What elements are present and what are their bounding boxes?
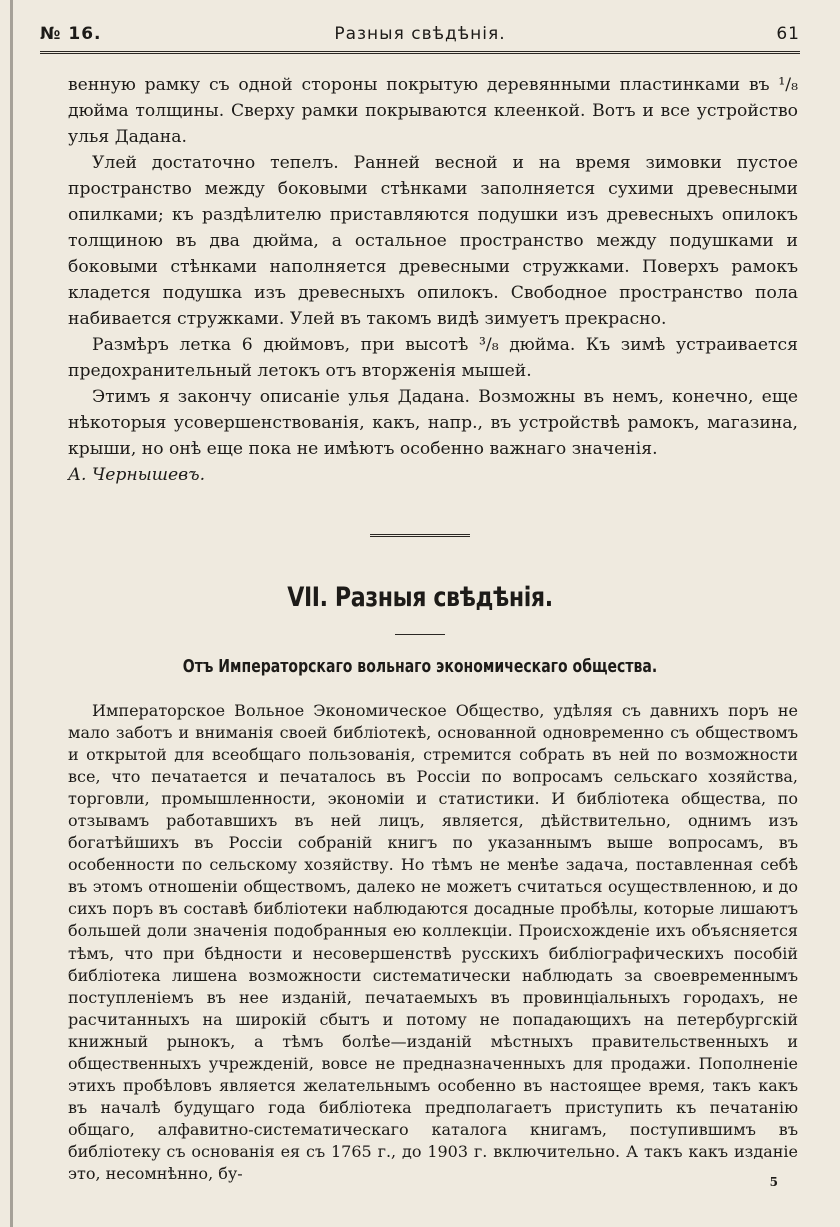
section-divider <box>370 534 470 537</box>
header-rule <box>40 51 800 54</box>
header-title: Разныя свѣдѣнія. <box>334 24 506 44</box>
author-signature: А. Чернышевъ. <box>68 465 206 485</box>
article-continuation <box>68 72 798 488</box>
paragraph: Императорское Вольное Экономическое Общество, удѣляя съ давнихъ поръ не мало заботъ и вниманія своей библіотекѣ, основанной одновременно съ обществомъ и открытой для всеобщаго пользованія, стремится собрать въ ней по возможности все, что печатается и печаталось въ Россіи по вопросамъ сельскаго хозяйства, торговли, промышленности, экономіи и статистики. И библіотека общества, по отзывамъ работавшихъ въ ней лицъ, является, дѣйствительно, однимъ изъ богатѣйшихъ въ Россіи собраній книгъ по указаннымъ выше вопросамъ, въ особенности по сельскому хозяйству. Но тѣмъ не менѣе задача, поставленная себѣ въ этомъ отношеніи обществомъ, далеко не можетъ считаться осуществленною, и до сихъ поръ въ составѣ библіотеки наблюдаются досадные пробѣлы, которые лишаютъ большей доли значенія подобранныя ею коллекціи. Происхожденіе ихъ объясняется тѣмъ, что при бѣдности и несовершенствѣ русскихъ библіографическихъ пособій библіотека лишена возможности систематически наблюдать за своевременнымъ поступленіемъ въ нее изданій, печатаемыхъ въ провинціальныхъ городахъ, не расчитанныхъ на широкій сбытъ и потому не попадающихъ на петербургскій книжный рынокъ, а тѣмъ болѣе—изданій мѣстныхъ правительственныхъ и общественныхъ учрежденій, вовсе не предназначенныхъ для продажи. Пополненіе этихъ пробѣловъ является желательнымъ особенно въ настоящее время, такъ какъ въ началѣ будущаго года библіотека предполагаетъ приступить къ печатанію общаго, алфавитно-систематическаго каталога книгамъ, поступившимъ въ библіотеку съ основанія ея съ 1765 г., до 1903 г. включительно. А такъ какъ изданіе это, несомнѣнно, бу- <box>68 701 798 1183</box>
issue-number: № 16. <box>40 24 102 44</box>
paragraph: Размѣръ летка 6 дюймовъ, при высотѣ ³/₈ дюйма. Къ зимѣ устраивается предохранительный летокъ отъ вторженія мышей. <box>68 335 798 381</box>
article-body <box>68 700 798 1185</box>
paragraph: Улей достаточно тепелъ. Ранней весной и на время зимовки пустое пространство между боковыми стѣнками заполняется сухими древесными опилками; къ раздѣлителю приставляются подушки изъ древесныхъ опилокъ толщиною въ два дюйма, а остальное пространство между подушками и боковыми стѣнками наполняется древесными стружками. Поверхъ рамокъ кладется подушка изъ древесныхъ опилокъ. Свободное пространство пола набивается стружками. Улей въ такомъ видѣ зимуетъ прекрасно. <box>68 153 798 329</box>
section-title: VII. Разныя свѣдѣнія. <box>287 582 553 613</box>
article-title: Отъ Императорскаго вольнаго экономическаго общества. <box>182 656 658 677</box>
paragraph: венную рамку съ одной стороны покрытую деревянными пластинками въ ¹/₈ дюйма толщины. Сверху рамки покрываются клеенкой. Вотъ и все устройство улья Дадана. <box>68 75 798 147</box>
running-header <box>40 24 800 48</box>
title-divider <box>395 634 445 635</box>
signature-mark: 5 <box>769 1175 778 1189</box>
paragraph: Этимъ я закончу описаніе улья Дадана. Возможны въ немъ, конечно, еще нѣкоторыя усовершенствованія, какъ, напр., въ устройствѣ рамокъ, магазина, крыши, но онѣ еще пока не имѣютъ особенно важнаго значенія. <box>68 387 798 459</box>
page-number: 61 <box>776 24 800 44</box>
page-edge-shadow <box>10 0 13 1227</box>
